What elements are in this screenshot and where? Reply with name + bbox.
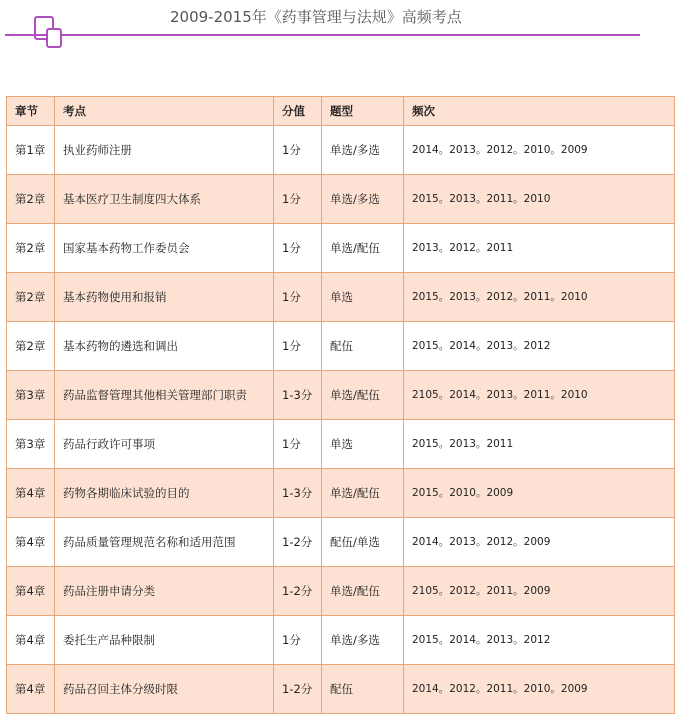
cell-chapter: 第4章 bbox=[7, 469, 55, 518]
cell-score: 1-2分 bbox=[274, 518, 322, 567]
cell-score: 1分 bbox=[274, 273, 322, 322]
cell-type: 配伍/单选 bbox=[322, 518, 404, 567]
cell-point: 药品质量管理规范名称和适用范围 bbox=[55, 518, 274, 567]
cell-point: 药品注册申请分类 bbox=[55, 567, 274, 616]
cell-score: 1分 bbox=[274, 420, 322, 469]
cell-score: 1分 bbox=[274, 224, 322, 273]
cell-freq: 2105。2012。2011。2009 bbox=[404, 567, 675, 616]
cell-type: 单选 bbox=[322, 273, 404, 322]
cell-score: 1分 bbox=[274, 175, 322, 224]
cell-chapter: 第2章 bbox=[7, 322, 55, 371]
table-row bbox=[7, 420, 675, 469]
cell-type: 单选/多选 bbox=[322, 175, 404, 224]
cell-point: 基本医疗卫生制度四大体系 bbox=[55, 175, 274, 224]
cell-freq: 2014。2013。2012。2009 bbox=[404, 518, 675, 567]
col-header-type: 题型 bbox=[322, 97, 404, 126]
cell-freq: 2014。2012。2011。2010。2009 bbox=[404, 665, 675, 714]
cell-type: 配伍 bbox=[322, 322, 404, 371]
cell-point: 基本药物的遴选和调出 bbox=[55, 322, 274, 371]
cell-type: 单选 bbox=[322, 420, 404, 469]
cell-score: 1-2分 bbox=[274, 665, 322, 714]
cell-freq: 2014。2013。2012。2010。2009 bbox=[404, 126, 675, 175]
cell-score: 1-3分 bbox=[274, 371, 322, 420]
table-row bbox=[7, 322, 675, 371]
table-row bbox=[7, 126, 675, 175]
cell-point: 基本药物使用和报销 bbox=[55, 273, 274, 322]
cell-chapter: 第4章 bbox=[7, 518, 55, 567]
cell-type: 单选/配伍 bbox=[322, 567, 404, 616]
cell-point: 药物各期临床试验的目的 bbox=[55, 469, 274, 518]
cell-point: 委托生产品种限制 bbox=[55, 616, 274, 665]
cell-point: 药品监督管理其他相关管理部门职责 bbox=[55, 371, 274, 420]
cell-freq: 2015。2014。2013。2012 bbox=[404, 616, 675, 665]
cell-freq: 2015。2013。2011。2010 bbox=[404, 175, 675, 224]
cell-type: 单选/多选 bbox=[322, 616, 404, 665]
cell-score: 1分 bbox=[274, 616, 322, 665]
cell-point: 药品召回主体分级时限 bbox=[55, 665, 274, 714]
cell-freq: 2015。2010。2009 bbox=[404, 469, 675, 518]
cell-chapter: 第3章 bbox=[7, 420, 55, 469]
cell-chapter: 第2章 bbox=[7, 273, 55, 322]
page-header bbox=[0, 0, 679, 60]
cell-chapter: 第1章 bbox=[7, 126, 55, 175]
header-divider bbox=[5, 34, 640, 36]
cell-score: 1分 bbox=[274, 126, 322, 175]
table-row bbox=[7, 616, 675, 665]
table-row bbox=[7, 518, 675, 567]
cell-freq: 2105。2014。2013。2011。2010 bbox=[404, 371, 675, 420]
cell-freq: 2015。2013。2012。2011。2010 bbox=[404, 273, 675, 322]
cell-freq: 2015。2014。2013。2012 bbox=[404, 322, 675, 371]
table-header-row bbox=[7, 97, 675, 126]
logo-square-small-icon bbox=[46, 28, 62, 48]
col-header-score: 分值 bbox=[274, 97, 322, 126]
cell-point: 国家基本药物工作委员会 bbox=[55, 224, 274, 273]
cell-score: 1分 bbox=[274, 322, 322, 371]
cell-freq: 2013。2012。2011 bbox=[404, 224, 675, 273]
cell-type: 配伍 bbox=[322, 665, 404, 714]
cell-freq: 2015。2013。2011 bbox=[404, 420, 675, 469]
cell-chapter: 第2章 bbox=[7, 175, 55, 224]
table-row bbox=[7, 273, 675, 322]
exam-points-table bbox=[6, 96, 675, 714]
cell-point: 药品行政许可事项 bbox=[55, 420, 274, 469]
cell-chapter: 第3章 bbox=[7, 371, 55, 420]
cell-type: 单选/配伍 bbox=[322, 224, 404, 273]
table-row bbox=[7, 371, 675, 420]
cell-score: 1-3分 bbox=[274, 469, 322, 518]
cell-score: 1-2分 bbox=[274, 567, 322, 616]
cell-type: 单选/多选 bbox=[322, 126, 404, 175]
table-row bbox=[7, 469, 675, 518]
table-row bbox=[7, 665, 675, 714]
cell-chapter: 第2章 bbox=[7, 224, 55, 273]
cell-type: 单选/配伍 bbox=[322, 371, 404, 420]
cell-point: 执业药师注册 bbox=[55, 126, 274, 175]
page-title: 2009-2015年《药事管理与法规》高频考点 bbox=[170, 8, 462, 26]
cell-chapter: 第4章 bbox=[7, 567, 55, 616]
cell-type: 单选/配伍 bbox=[322, 469, 404, 518]
table-row bbox=[7, 224, 675, 273]
table-row bbox=[7, 567, 675, 616]
table-row bbox=[7, 175, 675, 224]
col-header-point: 考点 bbox=[55, 97, 274, 126]
cell-chapter: 第4章 bbox=[7, 665, 55, 714]
col-header-freq: 频次 bbox=[404, 97, 675, 126]
cell-chapter: 第4章 bbox=[7, 616, 55, 665]
col-header-chapter: 章节 bbox=[7, 97, 55, 126]
